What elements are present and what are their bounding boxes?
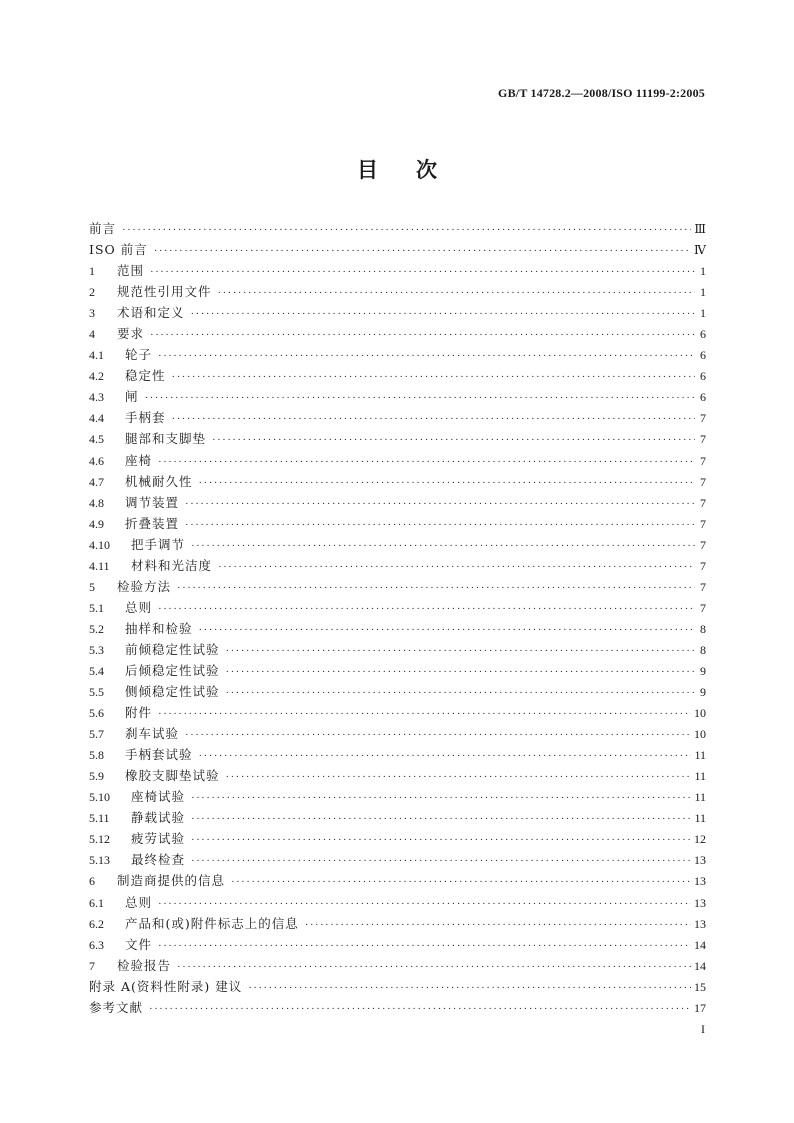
- toc-page-number: 8: [700, 621, 706, 636]
- toc-section-number: 5.8: [89, 748, 104, 763]
- toc-entry[interactable]: [89, 534, 706, 555]
- toc-entry[interactable]: [89, 976, 706, 997]
- toc-leader-dots: [191, 788, 691, 809]
- toc-page-number: 15: [694, 979, 706, 994]
- toc-section-title: 座椅试验: [131, 789, 186, 805]
- toc-section-number: 5.1: [89, 600, 104, 615]
- toc-section-number: 6.2: [89, 916, 104, 931]
- toc-section-number: 5.6: [89, 706, 104, 721]
- toc-section-number: 5.3: [89, 642, 104, 657]
- toc-leader-dots: [218, 283, 695, 304]
- toc-page-number: 1: [700, 264, 706, 279]
- toc-entry[interactable]: [89, 934, 706, 955]
- toc-section-title: 轮子: [125, 347, 153, 363]
- toc-page-number: 13: [694, 874, 706, 889]
- page-folio: I: [701, 1022, 705, 1036]
- toc-section-title: 把手调节: [131, 536, 186, 552]
- toc-section-number: 4.4: [89, 411, 104, 426]
- toc-section-number: 3: [89, 306, 95, 321]
- toc-section-title: 产品和(或)附件标志上的信息: [125, 915, 299, 931]
- toc-page-number: 12: [694, 832, 706, 847]
- page-title: 目次: [357, 158, 475, 182]
- toc-section-number: 6.3: [89, 937, 104, 952]
- toc-section-title: 静载试验: [131, 810, 186, 826]
- toc-leader-dots: [199, 473, 695, 494]
- toc-section-number: 2: [89, 285, 95, 300]
- toc-entry[interactable]: [89, 428, 706, 449]
- toc-section-number: 5: [89, 579, 95, 594]
- toc-section-number: 4.3: [89, 390, 104, 405]
- toc-page-number: 13: [694, 895, 706, 910]
- toc-section-number: 6: [89, 874, 95, 889]
- toc-section-title: 总则: [125, 894, 153, 910]
- toc-section-title: 检验报告: [117, 957, 172, 973]
- toc-entry[interactable]: [89, 849, 706, 870]
- toc-page-number: 17: [694, 1000, 706, 1015]
- toc-page-number: 11: [694, 769, 706, 784]
- toc-entry[interactable]: [89, 576, 706, 597]
- toc-entry[interactable]: [89, 660, 706, 681]
- toc-section-title: ISO 前言: [89, 242, 148, 258]
- toc-entry[interactable]: [89, 786, 706, 807]
- toc-page-number: 7: [700, 474, 706, 489]
- toc-section-number: 5.12: [89, 832, 110, 847]
- toc-page-number: 7: [700, 600, 706, 615]
- toc-section-title: 抽样和检验: [125, 620, 193, 636]
- toc-leader-dots: [122, 220, 691, 241]
- toc-entry[interactable]: [89, 555, 706, 576]
- toc-section-number: 7: [89, 958, 95, 973]
- toc-page-number: 1: [700, 285, 706, 300]
- toc-section-number: 5.9: [89, 769, 104, 784]
- toc-section-number: 4.9: [89, 516, 104, 531]
- toc-section-title: 闸: [125, 389, 139, 405]
- toc-section-title: 术语和定义: [117, 305, 185, 321]
- toc-page-number: 7: [700, 453, 706, 468]
- toc-entry[interactable]: [89, 407, 706, 428]
- toc-leader-dots: [158, 452, 695, 473]
- toc-section-title: 刹车试验: [125, 726, 180, 742]
- toc-entry[interactable]: [89, 239, 706, 260]
- toc-entry[interactable]: [89, 386, 706, 407]
- toc-leader-dots: [145, 388, 695, 409]
- toc-section-number: 4: [89, 327, 95, 342]
- toc-entry[interactable]: [89, 892, 706, 913]
- toc-entry[interactable]: [89, 955, 706, 976]
- toc-page-number: 6: [700, 390, 706, 405]
- toc-page-number: Ⅳ: [694, 243, 706, 258]
- toc-leader-dots: [305, 915, 691, 936]
- standard-number: GB/T 14728.2—2008/ISO 11199-2:2005: [498, 86, 705, 100]
- toc-entry[interactable]: [89, 281, 706, 302]
- toc-entry[interactable]: [89, 997, 706, 1018]
- toc-section-number: 5.4: [89, 663, 104, 678]
- toc-section-number: 4.8: [89, 495, 104, 510]
- toc-page-number: 6: [700, 327, 706, 342]
- toc-leader-dots: [191, 304, 695, 325]
- toc-leader-dots: [191, 830, 691, 851]
- toc-leader-dots: [212, 430, 695, 451]
- toc-leader-dots: [158, 894, 691, 915]
- toc-page-number: 6: [700, 369, 706, 384]
- toc-leader-dots: [158, 599, 695, 620]
- toc-page-number: 7: [700, 495, 706, 510]
- toc-page-number: 7: [700, 516, 706, 531]
- toc-section-title: 附件: [125, 705, 153, 721]
- toc-section-number: 4.7: [89, 474, 104, 489]
- toc-section-number: 1: [89, 264, 95, 279]
- toc-page-number: 11: [694, 790, 706, 805]
- toc-section-number: 4.10: [89, 537, 110, 552]
- toc-entry[interactable]: [89, 744, 706, 765]
- toc-entry[interactable]: [89, 365, 706, 386]
- toc-leader-dots: [226, 641, 695, 662]
- toc-page-number: 11: [694, 748, 706, 763]
- toc-entry[interactable]: [89, 828, 706, 849]
- table-of-contents: [89, 218, 706, 1018]
- toc-section-title: 后倾稳定性试验: [125, 662, 220, 678]
- toc-entry[interactable]: [89, 450, 706, 471]
- toc-entry[interactable]: [89, 702, 706, 723]
- toc-entry[interactable]: [89, 260, 706, 281]
- toc-section-title: 要求: [117, 326, 145, 342]
- toc-page-number: 6: [700, 348, 706, 363]
- toc-section-title: 附录 A(资料性附录) 建议: [89, 978, 243, 994]
- toc-section-number: 5.2: [89, 621, 104, 636]
- toc-entry[interactable]: [89, 492, 706, 513]
- toc-section-title: 参考文献: [89, 999, 144, 1015]
- toc-section-title: 前言: [89, 221, 117, 236]
- toc-section-number: 4.6: [89, 453, 104, 468]
- toc-page-number: 11: [694, 811, 706, 826]
- toc-entry[interactable]: [89, 807, 706, 828]
- toc-section-title: 座椅: [125, 452, 153, 468]
- toc-section-number: 5.10: [89, 790, 110, 805]
- toc-leader-dots: [231, 872, 691, 893]
- toc-leader-dots: [185, 725, 691, 746]
- toc-page-number: 7: [700, 579, 706, 594]
- toc-page-number: 13: [694, 916, 706, 931]
- toc-leader-dots: [226, 662, 695, 683]
- toc-section-number: 4.2: [89, 369, 104, 384]
- toc-leader-dots: [248, 978, 691, 999]
- toc-entry[interactable]: [89, 681, 706, 702]
- toc-section-number: 4.5: [89, 432, 104, 447]
- toc-section-number: 4.1: [89, 348, 104, 363]
- toc-leader-dots: [150, 262, 695, 283]
- toc-page-number: 13: [694, 853, 706, 868]
- toc-entry[interactable]: [89, 913, 706, 934]
- toc-leader-dots: [149, 999, 691, 1020]
- toc-entry[interactable]: [89, 765, 706, 786]
- toc-section-number: 6.1: [89, 895, 104, 910]
- toc-page-number: 7: [700, 558, 706, 573]
- toc-leader-dots: [154, 241, 691, 262]
- toc-leader-dots: [172, 409, 695, 430]
- toc-section-title: 橡胶支脚垫试验: [125, 768, 220, 784]
- toc-section-title: 前倾稳定性试验: [125, 641, 220, 657]
- toc-entry[interactable]: [89, 597, 706, 618]
- toc-section-title: 总则: [125, 599, 153, 615]
- toc-leader-dots: [226, 683, 695, 704]
- toc-section-title: 稳定性: [125, 368, 166, 384]
- toc-leader-dots: [150, 325, 695, 346]
- toc-page-number: 10: [694, 727, 706, 742]
- toc-section-title: 侧倾稳定性试验: [125, 684, 220, 700]
- toc-section-title: 腿部和支脚垫: [125, 431, 207, 447]
- toc-leader-dots: [177, 957, 691, 978]
- toc-entry[interactable]: [89, 344, 706, 365]
- toc-leader-dots: [191, 851, 691, 872]
- toc-section-title: 规范性引用文件: [117, 284, 212, 300]
- toc-page-number: 7: [700, 432, 706, 447]
- toc-entry[interactable]: [89, 618, 706, 639]
- toc-leader-dots: [218, 557, 695, 578]
- toc-leader-dots: [158, 346, 695, 367]
- toc-section-title: 材料和光洁度: [131, 557, 213, 573]
- toc-page-number: 9: [700, 663, 706, 678]
- toc-page-number: 8: [700, 642, 706, 657]
- toc-section-title: 最终检查: [131, 852, 186, 868]
- toc-leader-dots: [191, 809, 691, 830]
- toc-section-title: 检验方法: [117, 578, 172, 594]
- toc-page-number: 7: [700, 411, 706, 426]
- toc-leader-dots: [158, 936, 691, 957]
- toc-section-title: 手柄套: [125, 410, 166, 426]
- toc-section-title: 机械耐久性: [125, 473, 193, 489]
- toc-leader-dots: [158, 704, 691, 725]
- toc-leader-dots: [172, 367, 695, 388]
- toc-leader-dots: [177, 578, 695, 599]
- toc-leader-dots: [191, 536, 695, 557]
- toc-section-number: 5.5: [89, 685, 104, 700]
- toc-section-title: 手柄套试验: [125, 747, 193, 763]
- toc-leader-dots: [199, 746, 692, 767]
- toc-entry[interactable]: [89, 471, 706, 492]
- toc-page-number: 9: [700, 685, 706, 700]
- toc-section-title: 范围: [117, 263, 145, 279]
- toc-entry[interactable]: [89, 723, 706, 744]
- toc-leader-dots: [199, 620, 695, 641]
- toc-leader-dots: [185, 494, 695, 515]
- toc-entry[interactable]: [89, 639, 706, 660]
- toc-entry[interactable]: [89, 323, 706, 344]
- toc-section-title: 制造商提供的信息: [117, 873, 226, 889]
- toc-page-number: 1: [700, 306, 706, 321]
- toc-section-title: 文件: [125, 936, 153, 952]
- toc-leader-dots: [185, 515, 695, 536]
- toc-entry[interactable]: [89, 218, 706, 239]
- toc-entry[interactable]: [89, 870, 706, 891]
- toc-entry[interactable]: [89, 302, 706, 323]
- toc-section-number: 4.11: [89, 558, 110, 573]
- toc-section-title: 疲劳试验: [131, 831, 186, 847]
- toc-page-number: 7: [700, 537, 706, 552]
- toc-page-number: Ⅲ: [694, 222, 706, 236]
- toc-section-title: 调节装置: [125, 494, 180, 510]
- toc-page-number: 10: [694, 706, 706, 721]
- toc-section-number: 5.7: [89, 727, 104, 742]
- toc-leader-dots: [226, 767, 692, 788]
- toc-entry[interactable]: [89, 513, 706, 534]
- toc-page-number: 14: [694, 958, 706, 973]
- toc-section-title: 折叠装置: [125, 515, 180, 531]
- toc-section-number: 5.11: [89, 811, 110, 826]
- toc-section-number: 5.13: [89, 853, 110, 868]
- toc-page-number: 14: [694, 937, 706, 952]
